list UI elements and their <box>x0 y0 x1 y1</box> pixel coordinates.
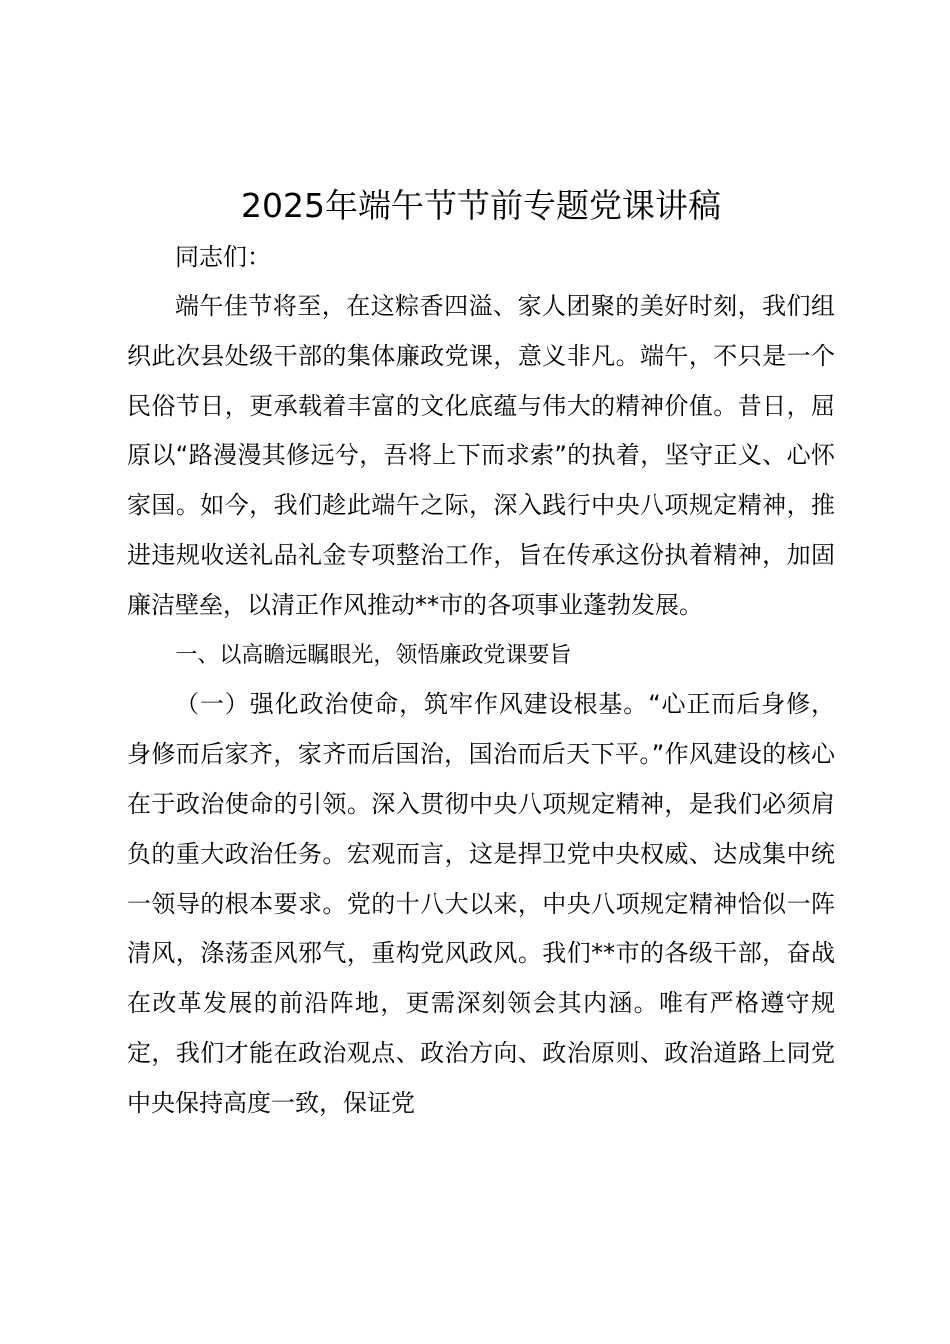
subsection-paragraph: （一）强化政治使命，筑牢作风建设根基。“心正而后身修，身修而后家齐，家齐而后国治，国治而后天下平。”作风建设的核心在于政治使命的引领。深入贯彻中央八项规定精神，是我们必须肩负的重大政治任务。宏观而言，这是捍卫党中央权威、达成集中统一领导的根本要求。党的十八大以来，中央八项规定精神恰似一阵清风，涤荡歪风邪气，重构党风政风。我们**市的各级干部，奋战在改革发展的前沿阵地，更需深刻领会其内涵。唯有严格遵守规定，我们才能在政治观点、政治方向、政治原则、政治道路上同党中央保持高度一致，保证党 <box>127 690 835 1117</box>
section-heading: 一、以高瞻远瞩眼光，领悟廉政党课要旨 <box>175 642 572 668</box>
document-body <box>127 180 835 1129</box>
salutation: 同志们： <box>175 243 271 271</box>
intro-paragraph: 端午佳节将至，在这粽香四溢、家人团聚的美好时刻，我们组织此次县处级干部的集体廉政党课，意义非凡。端午，不只是一个民俗节日，更承载着丰富的文化底蕴与伟大的精神价值。昔日，屈原以“路漫漫其修远兮，吾将上下而求索”的执着，坚守正义、心怀家国。如今，我们趁此端午之际，深入践行中央八项规定精神，推进违规收送礼品礼金专项整治工作，旨在传承这份执着精神，加固廉洁壁垒，以清正作风推动**市的各项事业蓬勃发展。 <box>127 292 835 619</box>
document-title: 2025年端午节节前专题党课讲稿 <box>241 186 721 225</box>
